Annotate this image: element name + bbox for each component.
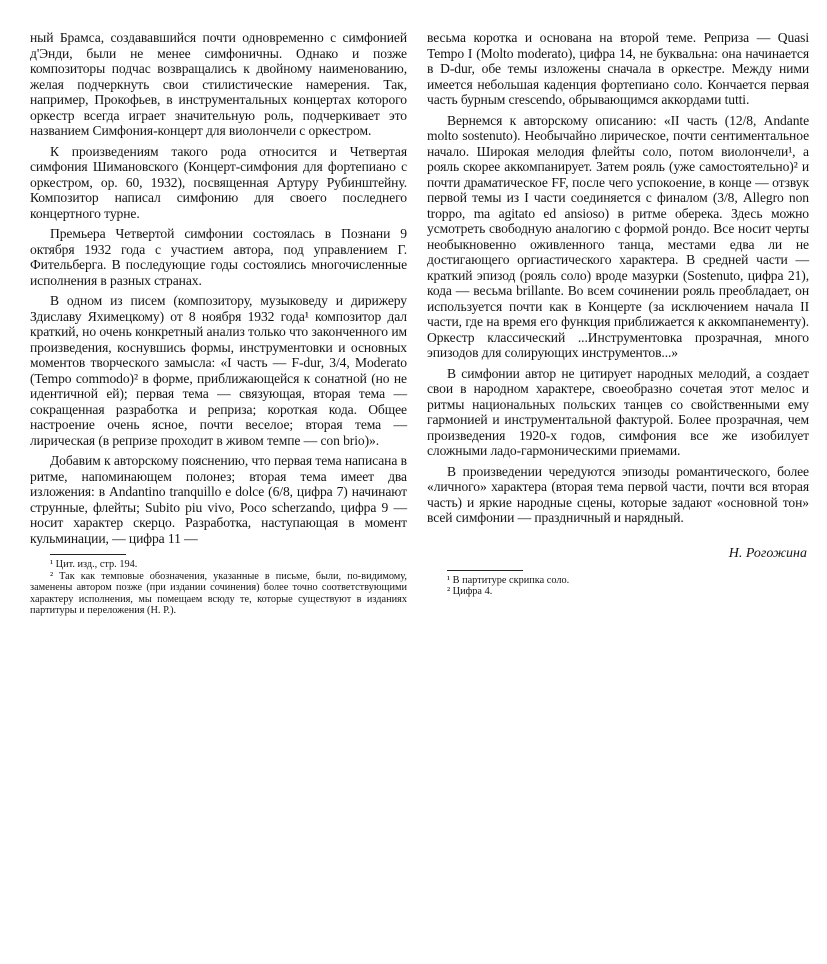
left-body-text [30, 30, 407, 546]
paragraph: Добавим к авторскому пояснению, что первая тема написана в ритме, напоминающем полонез; вторая тема имеет два изложения: в Andantino tranquillo e dolce (6/8, цифра 7) начинают струнные, флейты; Subito piu vivo, Poco scherzando, цифра 9 — носит характер скерцо. Разработка, наступающая в момент кульминации, — цифра 11 — [30, 453, 407, 546]
right-footnotes [427, 575, 809, 598]
paragraph: ный Брамса, создававшийся почти одновременно с симфонией д'Энди, были не менее симфоничны. Однако и позже композиторы подчас возвращались к двойному наименованию, желая подчеркнуть свои стилистические намерения. Так, например, Прокофьев, в инструментальных концертах которого оркестр всегда играет значительную роль, подчеркивает это названием Симфония-концерт для виолончели с оркестром. [30, 30, 407, 138]
footnote-divider [447, 570, 523, 571]
paragraph: весьма коротка и основана на второй теме. Реприза — Quasi Tempo I (Molto moderato), цифра 14, не буквальна: она начинается в D-dur, обе темы изложены сначала в оркестре. Между ними имеется небольшая каденция фортепиано соло. Кончается первая часть бурным crescendo, обрывающимся аккордами tutti. [427, 30, 809, 107]
footnote-divider [50, 554, 126, 555]
right-body-text [427, 30, 809, 526]
footnote: ¹ В партитуре скрипка соло. [447, 574, 570, 586]
author-signature: Н. Рогожина [728, 545, 807, 561]
paragraph: В симфонии автор не цитирует народных мелодий, а создает свои в народном характере, своеобразно сочетая этот мелос и ритмы национальных польских танцев со свойственными ему гармонией и инструментальной фактурой. Более прозрачная, чем произведения 1920-х годов, симфония все же изобилует сложными ладо-гармоническими приемами. [427, 365, 809, 458]
footnote: ² Цифра 4. [447, 586, 493, 598]
footnote: ¹ Цит. изд., стр. 194. [50, 559, 138, 570]
right-column [427, 30, 809, 598]
paragraph: К произведениям такого рода относится и Четвертая симфония Шимановского (Концерт-симфония для фортепиано с оркестром, ор. 60, 1932), посвященная Артуру Рубинштейну. Композитор написал симфонию для своего последнего концертного турне. [30, 143, 407, 221]
footnote: ² Так как темповые обозначения, указанные в письме, были, по-видимому, заменены автором позже (при издании сочинения) более точно соответствующими характеру исполнения, мы помещаем всюду те, которые существуют в изданиях партитуры и переложения (Н. Р.). [30, 570, 407, 617]
left-footnotes [30, 559, 407, 617]
paragraph: Вернемся к авторскому описанию: «II часть (12/8, Andante molto sostenuto). Необычайно лирическое, почти сентиментальное начало. Широкая мелодия флейты соло, потом виолончели¹, а рояль скорее аккомпанирует. Затем рояль (уже самостоятельно)² и почти драматическое FF, после чего успокоение, в конце — отзвук первой темы из I части соединяется с финалом (3/8, Allegro non troppo, ma agitato ed ansioso) в ритме оберека. Здесь можно усмотреть свободную аналогию с формой рондо. Все носит черты необыкновенно оживленного танца, местами едва ли не достигающего оргиастического характера. В средней части — краткий эпизод (рояль соло) вроде мазурки (Sostenuto, цифра 21), кода — весьма brillante. Во всем сочинении рояль преобладает, он используется почти как в Концерте (за исключением начала II части, где на время его функция приближается к аккомпанементу). Оркестр классический ...Инструментовка прозрачная, много эпизодов для солирующих инструментов...» [427, 112, 809, 360]
paragraph: В одном из писем (композитору, музыковеду и дирижеру Здиславу Яхимецкому) от 8 ноября 1932 года¹ композитор дал краткий, но очень конкретный анализ только что законченного им произведения, коснувшись формы, инструментовки и основных моментов творческого замысла: «I часть — F-dur, 3/4, Moderato (Tempo commodo)² в форме, приближающейся к сонатной (но не идентичной ей); первая тема — связующая, вторая тема — сокращенная разработка и реприза; короткая кода. Общее настроение очень ясное, почти веселое; вторая тема — лирическая (в репризе проходит в живом темпе — con brio)». [30, 293, 407, 448]
left-column [30, 30, 407, 617]
paragraph: Премьера Четвертой симфонии состоялась в Познани 9 октября 1932 года с участием автора, под управлением Г. Фительберга. В последующие годы состоялись многочисленные исполнения в разных странах. [30, 226, 407, 288]
paragraph: В произведении чередуются эпизоды романтического, более «личного» характера (вторая тема первой части, почти вся вторая часть) и яркие народные сцены, которые задают «основной тон» всей симфонии — праздничный и нарядный. [427, 463, 809, 525]
